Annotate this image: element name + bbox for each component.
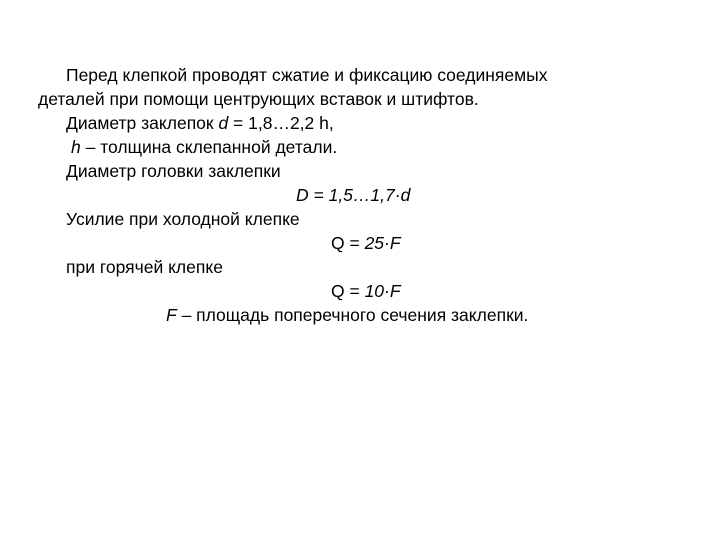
head-diameter-formula: D = 1,5…1,7·d	[296, 185, 411, 205]
rivet-diameter-line	[66, 111, 334, 135]
variable-h: h	[71, 137, 81, 157]
variable-d: d	[218, 113, 229, 133]
area-definition-line	[166, 303, 528, 327]
area-definition-text: – площадь поперечного сечения заклепки.	[176, 305, 529, 325]
cold-riveting-heading: Усилие при холодной клепке	[66, 209, 300, 229]
head-diameter-heading: Диаметр головки заклепки	[66, 161, 281, 181]
hot-formula-rhs: 10·F	[364, 281, 401, 301]
thickness-definition-line	[71, 135, 337, 159]
hot-formula-lhs: Q =	[331, 281, 365, 301]
paragraph-line-1: Перед клепкой проводят сжатие и фиксацию соединяемых	[66, 65, 548, 85]
cold-formula-rhs: 25·F	[364, 233, 401, 253]
hot-riveting-formula	[331, 279, 401, 303]
thickness-definition-text: – толщина склепанной детали.	[80, 137, 338, 157]
hot-riveting-heading: при горячей клепке	[66, 257, 223, 277]
cold-formula-lhs: Q =	[331, 233, 365, 253]
rivet-diameter-value: = 1,8…2,2 h,	[228, 113, 334, 133]
cold-riveting-formula	[331, 231, 401, 255]
paragraph-line-2: деталей при помощи центрующих вставок и штифтов.	[38, 89, 479, 109]
rivet-diameter-label: Диаметр заклепок	[66, 113, 219, 133]
variable-f: F	[166, 305, 177, 325]
